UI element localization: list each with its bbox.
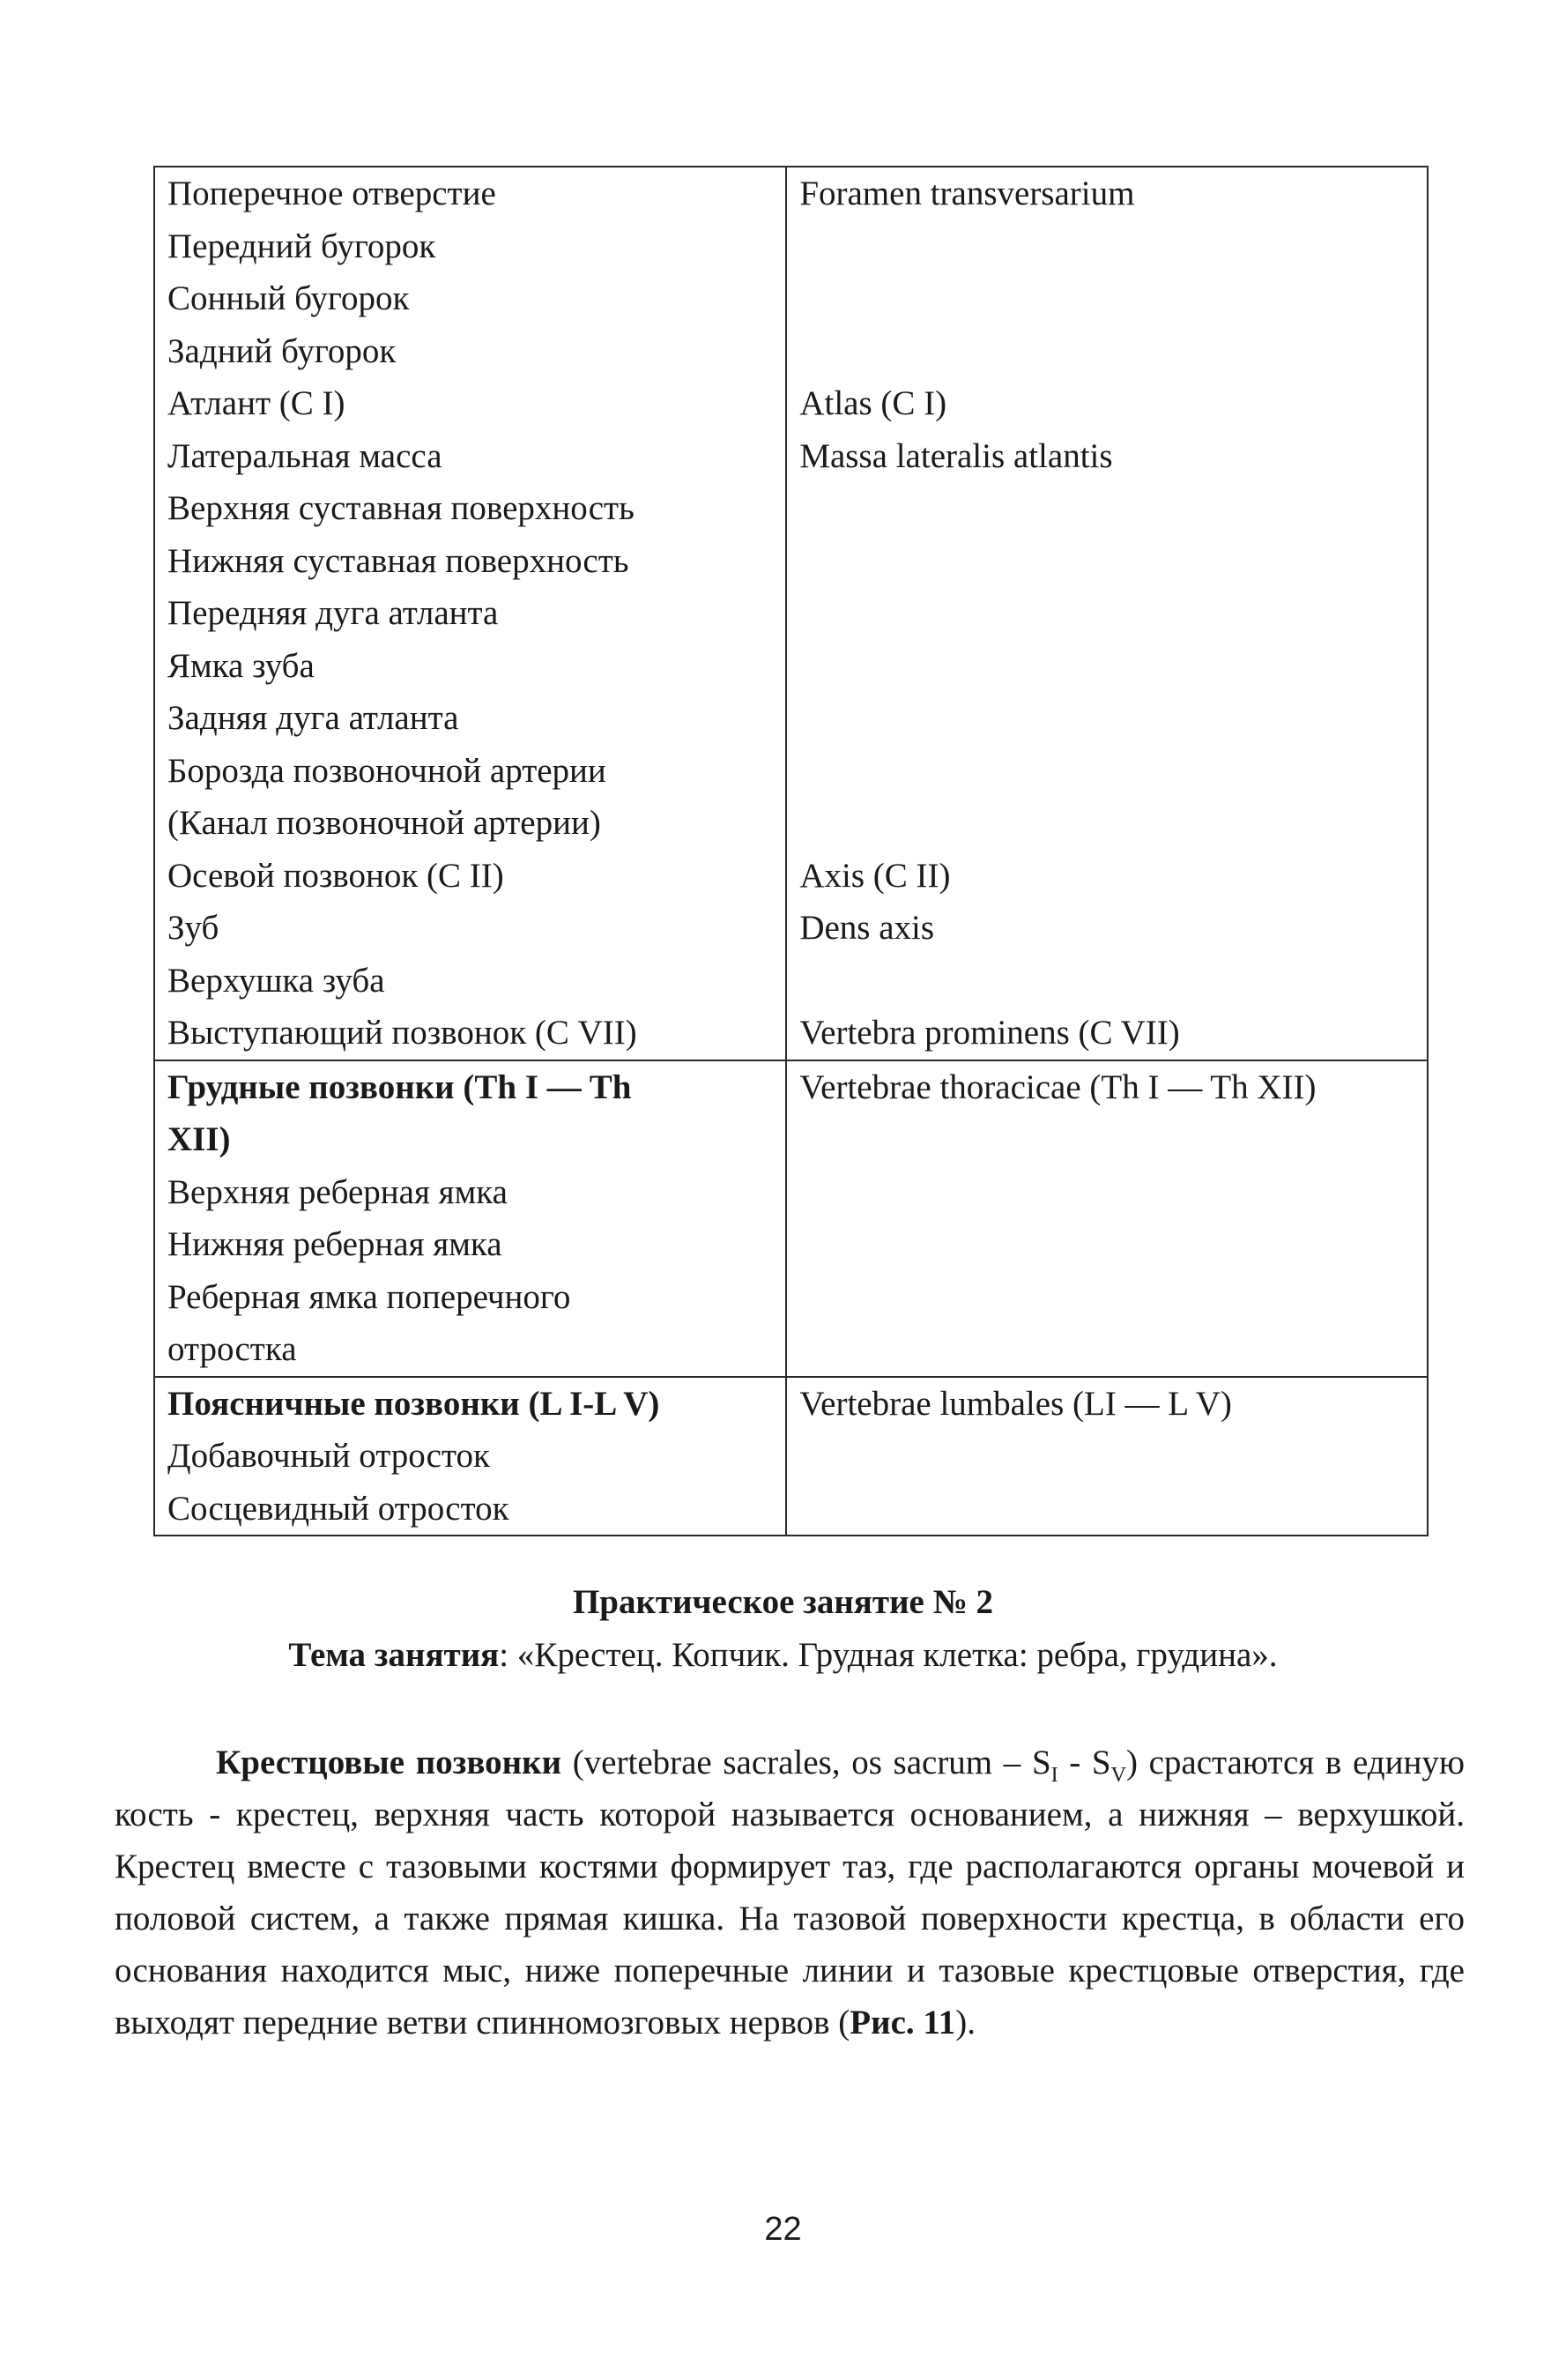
russian-term: Верхняя суставная поверхность [167, 489, 635, 527]
russian-term: Выступающий позвонок (С VII) [167, 1014, 637, 1052]
table-row [154, 167, 1428, 1060]
latin-term: Massa lateralis atlantis [799, 436, 1113, 475]
paragraph-dash: - S [1058, 1744, 1111, 1781]
latin-term-cell [786, 1060, 1428, 1377]
topic-text: : «Крестец. Копчик. Грудная клетка: ребра, грудина». [499, 1636, 1278, 1674]
latin-term: Axis (C II) [799, 856, 951, 895]
latin-term [799, 745, 1414, 798]
russian-term: Задняя дуга атланта [167, 699, 459, 737]
paragraph-latin: (vertebrae sacrales, os sacrum – S [561, 1744, 1051, 1781]
latin-term [799, 692, 1414, 745]
russian-term: (Канал позвоночной артерии) [167, 804, 601, 842]
russian-term: Поперечное отверстие [167, 175, 496, 212]
latin-term-cell [786, 167, 1428, 1060]
latin-term [799, 587, 1414, 640]
latin-term [799, 272, 1414, 325]
latin-term [799, 220, 1414, 273]
russian-term: отростка [167, 1330, 297, 1368]
russian-term: Верхняя реберная ямка [167, 1172, 508, 1211]
subscript-first: I [1050, 1763, 1058, 1787]
russian-term: Сонный бугорок [167, 279, 410, 317]
latin-term: Atlas (C I) [799, 384, 947, 422]
section-heading-term: Грудные позвонки (Th I — Th [167, 1067, 632, 1106]
topic-label: Тема занятия [288, 1636, 500, 1674]
latin-term [799, 797, 1414, 850]
russian-term: Добавочный отросток [167, 1437, 490, 1475]
russian-term: Нижняя реберная ямка [167, 1225, 502, 1263]
paragraph-end: ). [955, 2004, 976, 2042]
russian-term-cell [154, 167, 786, 1060]
sacral-vertebrae-paragraph [115, 1737, 1465, 2049]
russian-term: Осевой позвонок (С II) [167, 856, 504, 895]
russian-term-cell [154, 1060, 786, 1377]
russian-term: Передний бугорок [167, 227, 436, 265]
latin-term [799, 325, 1414, 378]
lesson-topic [0, 1631, 1566, 1680]
table-row [154, 1060, 1428, 1377]
latin-term [799, 955, 1414, 1008]
russian-term-cell [154, 1377, 786, 1536]
russian-term: Зуб [167, 909, 219, 947]
paragraph-rest: ) срастаются в единую кость - крестец, верхняя часть которой называется основанием, а нижняя – верхушкой. Крестец вместе с тазовыми костями формирует таз, где располагаются органы мочевой и половой систем, а также прямая кишка. На тазовой поверхности крестца, в области его основания находится мыс, ниже поперечные линии и тазовые крестцовые отверстия, где выходят передние ветви спинномозговых нервов ( [115, 1744, 1465, 2042]
russian-term: Сосцевидный отросток [167, 1489, 509, 1528]
russian-term: Атлант (С I) [167, 384, 345, 422]
russian-term: Верхушка зуба [167, 961, 385, 1000]
latin-term: Vertebrae thoracicae (Th I — Th XII) [799, 1067, 1317, 1106]
russian-term: Борозда позвоночной артерии [167, 751, 606, 790]
latin-term-cell [786, 1377, 1428, 1536]
anatomy-terms-table [153, 166, 1429, 1536]
latin-term: Dens axis [799, 909, 935, 947]
section-heading-term: Поясничные позвонки (L I-L V) [167, 1384, 660, 1423]
latin-term: Foramen transversarium [799, 175, 1135, 212]
russian-term: Задний бугорок [167, 331, 397, 370]
latin-term [799, 535, 1414, 588]
latin-term: Vertebra prominens (C VII) [799, 1014, 1180, 1052]
page-number: 22 [764, 2211, 802, 2248]
latin-term [799, 482, 1414, 535]
figure-reference: Рис. 11 [850, 2004, 956, 2042]
subscript-last: V [1110, 1763, 1126, 1787]
russian-term: Ямка зуба [167, 646, 315, 685]
paragraph-term: Крестцовые позвонки [216, 1744, 562, 1781]
table-row [154, 1377, 1428, 1536]
russian-term: Реберная ямка поперечного [167, 1277, 571, 1316]
latin-term: Vertebrae lumbales (LI — L V) [799, 1384, 1232, 1423]
terms-table-body [154, 167, 1428, 1536]
russian-term: Латеральная масса [167, 436, 442, 475]
section-heading-term: XII) [167, 1120, 231, 1158]
latin-term [799, 640, 1414, 693]
russian-term: Передняя дуга атланта [167, 594, 499, 632]
lesson-title: Практическое занятие № 2 [572, 1583, 994, 1621]
russian-term: Нижняя суставная поверхность [167, 541, 629, 580]
